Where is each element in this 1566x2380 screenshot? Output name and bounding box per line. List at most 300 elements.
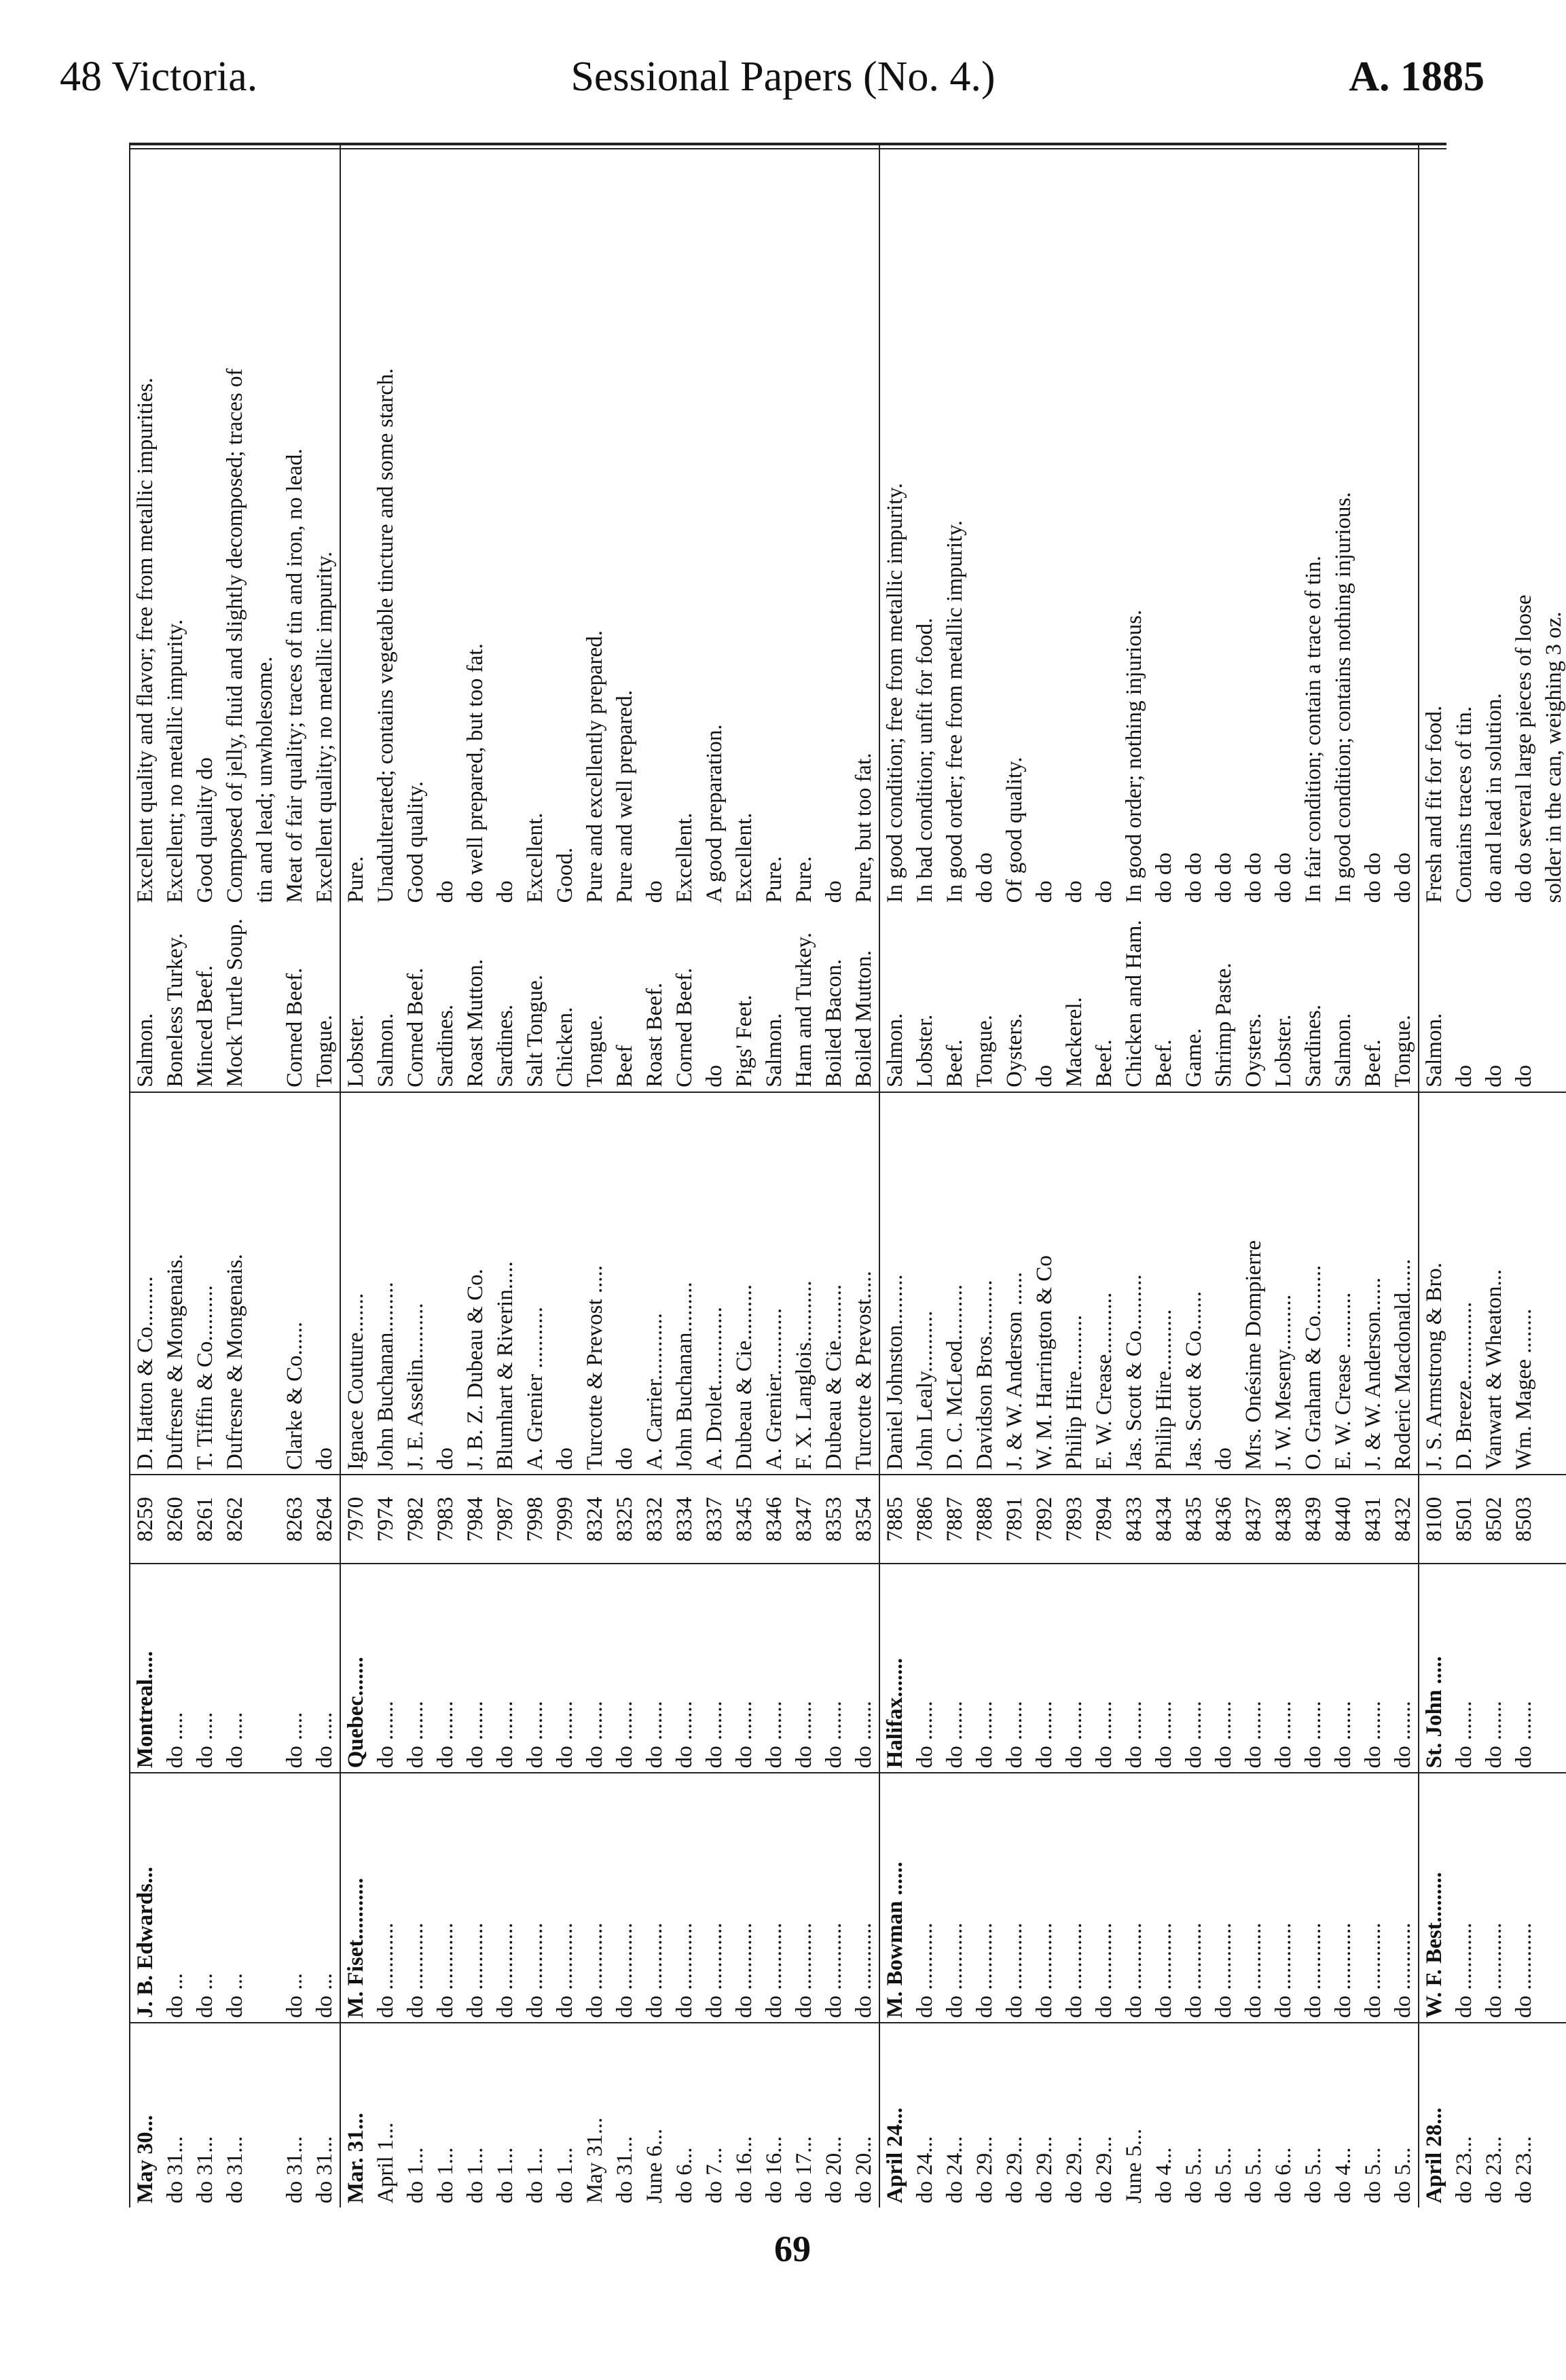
row-remarks: Meat of fair quality; traces of tin and iron, no lead. xyxy=(282,448,307,903)
row-article: Ham and Turkey. xyxy=(789,907,819,1092)
row-article: Beef. xyxy=(1358,907,1388,1092)
row-vendor: J. E. Asselin.......... xyxy=(401,1092,431,1475)
row-remarks: do do xyxy=(1151,852,1176,903)
row-vendor: John Buchanan......... xyxy=(371,1092,401,1475)
row-remarks: do do xyxy=(1181,852,1206,903)
row-article: do xyxy=(1509,907,1539,1092)
row-place: do ....... xyxy=(670,1564,699,1773)
row-inspector: do ............ xyxy=(550,1773,580,2023)
row-place: do ....... xyxy=(580,1564,610,1773)
row-inspector: do ............ xyxy=(1000,1773,1030,2023)
row-inspector: do ............ xyxy=(699,1773,729,2023)
row-sample-number: 7974 xyxy=(371,1475,401,1564)
row-article: Salmon. xyxy=(879,907,910,1092)
table-row xyxy=(940,143,970,2207)
row-date: do 23... xyxy=(1451,2136,1476,2203)
row-vendor: D. Breeze.............. xyxy=(1449,1092,1479,1475)
row-vendor: do xyxy=(1209,1092,1239,1475)
row-place: Halifax....... xyxy=(879,1564,910,1773)
row-inspector: do ............ xyxy=(789,1773,819,2023)
row-date: do 23... xyxy=(1511,2136,1536,2203)
row-date: do 20... xyxy=(851,2136,876,2203)
table-row xyxy=(520,143,550,2207)
row-sample-number: 8440 xyxy=(1328,1475,1358,1564)
row-place: do ....... xyxy=(1479,1564,1509,1773)
row-place: do ....... xyxy=(1179,1564,1209,1773)
row-inspector: do ............ xyxy=(610,1773,640,2023)
row-place xyxy=(1539,1564,1566,1773)
row-sample-number: 8264 xyxy=(310,1475,340,1564)
row-inspector: do ............ xyxy=(970,1773,1000,2023)
row-sample-number: 8345 xyxy=(729,1475,759,1564)
table-row xyxy=(1179,143,1209,2207)
row-place: Montreal..... xyxy=(130,1564,160,1773)
row-sample-number: 8353 xyxy=(819,1475,849,1564)
row-article: Sardines. xyxy=(1298,907,1328,1092)
row-date: do 29... xyxy=(1032,2136,1057,2203)
row-sample-number: 8501 xyxy=(1449,1475,1479,1564)
row-sample-number: 7887 xyxy=(940,1475,970,1564)
row-date: do 5... xyxy=(1211,2147,1236,2203)
row-vendor: Mrs. Onésime Dompierre xyxy=(1239,1092,1269,1475)
row-vendor: A. Carrier............ xyxy=(640,1092,670,1475)
row-article: Salmon. xyxy=(1328,907,1358,1092)
row-place: do ....... xyxy=(1239,1564,1269,1773)
table-row xyxy=(1059,143,1089,2207)
row-place: do ..... xyxy=(160,1564,190,1773)
row-article: Salmon. xyxy=(759,907,789,1092)
row-article: Game. xyxy=(1179,907,1209,1092)
row-vendor: D. Hatton & Co......... xyxy=(130,1092,160,1475)
row-place: do ....... xyxy=(1089,1564,1119,1773)
row-article: Mock Turtle Soup. xyxy=(220,907,250,1092)
row-place: do ....... xyxy=(431,1564,460,1773)
row-place: do ....... xyxy=(699,1564,729,1773)
row-sample-number: 7982 xyxy=(401,1475,431,1564)
row-sample-number: 8433 xyxy=(1119,1475,1149,1564)
row-vendor: A. Grenier............ xyxy=(759,1092,789,1475)
row-remarks: solder in the can, weighing 3 oz. xyxy=(1541,611,1566,903)
row-remarks: do xyxy=(433,880,458,903)
row-vendor: J. & W. Anderson ...... xyxy=(1000,1092,1030,1475)
row-inspector: do ............ xyxy=(1358,1773,1388,2023)
table-row xyxy=(819,143,849,2207)
row-article: Sardines. xyxy=(490,907,520,1092)
table-row xyxy=(1209,143,1239,2207)
row-remarks: do do several large pieces of loose xyxy=(1511,594,1536,903)
row-vendor: Turcotte & Prevost ..... xyxy=(580,1092,610,1475)
row-sample-number: 8100 xyxy=(1419,1475,1449,1564)
row-place: do ....... xyxy=(1328,1564,1358,1773)
table-row xyxy=(190,143,220,2207)
row-place: do ....... xyxy=(1298,1564,1328,1773)
table-row xyxy=(1149,143,1179,2207)
row-place: do ....... xyxy=(520,1564,550,1773)
row-sample-number: 7970 xyxy=(340,1475,371,1564)
row-article: Tongue. xyxy=(970,907,1000,1092)
row-remarks: do xyxy=(1032,880,1057,903)
row-date: June 5... xyxy=(1121,2129,1146,2203)
row-inspector: do ............ xyxy=(640,1773,670,2023)
row-date xyxy=(250,2023,280,2207)
row-inspector: M. Bowman ...... xyxy=(879,1773,910,2023)
row-place: do ....... xyxy=(610,1564,640,1773)
table-row xyxy=(1509,143,1539,2207)
row-remarks: In good order; nothing injurious. xyxy=(1121,609,1146,903)
table-row xyxy=(580,143,610,2207)
row-remarks: Excellent quality; no metallic impurity. xyxy=(312,551,337,903)
row-place: do ....... xyxy=(1119,1564,1149,1773)
row-inspector: do ............ xyxy=(670,1773,699,2023)
row-place: do ..... xyxy=(190,1564,220,1773)
table-row xyxy=(1449,143,1479,2207)
row-date: April 1... xyxy=(373,2122,398,2203)
row-article: Oysters. xyxy=(1000,907,1030,1092)
row-sample-number: 8438 xyxy=(1269,1475,1298,1564)
row-date: April 28... xyxy=(1419,2023,1449,2207)
row-sample-number: 8325 xyxy=(610,1475,640,1564)
row-inspector: do ............ xyxy=(520,1773,550,2023)
row-article: do xyxy=(1449,907,1479,1092)
row-inspector: do ............ xyxy=(580,1773,610,2023)
row-vendor: Daniel Johnston......... xyxy=(879,1092,910,1475)
row-article: Salt Tongue. xyxy=(520,907,550,1092)
row-remarks: do do xyxy=(1360,852,1385,903)
table-row xyxy=(160,143,190,2207)
row-sample-number: 7894 xyxy=(1089,1475,1119,1564)
row-article: Shrimp Paste. xyxy=(1209,907,1239,1092)
table-row xyxy=(1269,143,1298,2207)
row-remarks: Excellent quality and flavor; free from metallic impurities. xyxy=(130,143,160,907)
rotated-table-container xyxy=(129,143,1566,2207)
row-sample-number: 8337 xyxy=(699,1475,729,1564)
row-place: do ..... xyxy=(310,1564,340,1773)
row-date: do 31... xyxy=(222,2136,247,2203)
row-remarks: do well prepared, but too fat. xyxy=(462,643,488,903)
row-vendor: Dubeau & Cie.......... xyxy=(729,1092,759,1475)
row-remarks: Fresh and fit for food. xyxy=(1419,143,1449,907)
row-remarks: Pure. xyxy=(791,856,816,903)
row-article: do xyxy=(1030,907,1059,1092)
row-vendor: O. Graham & Co......... xyxy=(1298,1092,1328,1475)
row-inspector: do ............ xyxy=(910,1773,940,2023)
row-place: Quebec....... xyxy=(340,1564,371,1773)
row-sample-number: 8263 xyxy=(280,1475,310,1564)
row-inspector: do ............ xyxy=(729,1773,759,2023)
row-inspector: do ............ xyxy=(1149,1773,1179,2023)
row-remarks: do xyxy=(642,880,667,903)
row-place: do ....... xyxy=(1269,1564,1298,1773)
row-inspector: do ............ xyxy=(1269,1773,1298,2023)
row-sample-number: 8435 xyxy=(1179,1475,1209,1564)
table-row xyxy=(789,143,819,2207)
row-article xyxy=(1539,907,1566,1092)
row-remarks: Of good quality. xyxy=(1002,757,1027,903)
row-article: Salmon. xyxy=(371,907,401,1092)
row-sample-number: 8437 xyxy=(1239,1475,1269,1564)
table-row xyxy=(1030,143,1059,2207)
row-date: May 31... xyxy=(582,2117,607,2203)
row-place: do ..... xyxy=(280,1564,310,1773)
row-vendor: D. C. McLeod.......... xyxy=(940,1092,970,1475)
row-vendor: Jas. Scott & Co....... xyxy=(1179,1092,1209,1475)
row-sample-number: 8259 xyxy=(130,1475,160,1564)
row-date: do 17... xyxy=(791,2136,816,2203)
row-sample-number: 8354 xyxy=(849,1475,879,1564)
table-row xyxy=(1358,143,1388,2207)
row-vendor: do xyxy=(610,1092,640,1475)
row-sample-number: 8503 xyxy=(1509,1475,1539,1564)
row-article: Beef xyxy=(610,907,640,1092)
row-article: Sardines. xyxy=(431,907,460,1092)
row-inspector: do ............ xyxy=(1388,1773,1419,2023)
table-row xyxy=(879,143,910,2207)
row-remarks: Composed of jelly, fluid and slightly decomposed; traces of xyxy=(222,368,247,903)
row-date: do 20... xyxy=(821,2136,846,2203)
row-article: Salmon. xyxy=(130,907,160,1092)
row-date: do 4... xyxy=(1151,2147,1176,2203)
row-sample-number: 8346 xyxy=(759,1475,789,1564)
row-inspector: do ............ xyxy=(431,1773,460,2023)
row-remarks: Excellent. xyxy=(522,812,547,903)
row-place: do ....... xyxy=(401,1564,431,1773)
row-place: do ....... xyxy=(640,1564,670,1773)
table-row xyxy=(610,143,640,2207)
row-remarks: do xyxy=(1091,880,1116,903)
table-row xyxy=(699,143,729,2207)
row-sample-number: 8502 xyxy=(1479,1475,1509,1564)
row-inspector: do ............ xyxy=(460,1773,490,2023)
row-vendor: J. W. Meseny.......... xyxy=(1269,1092,1298,1475)
row-article: Tongue. xyxy=(1388,907,1419,1092)
row-article: Roast Mutton. xyxy=(460,907,490,1092)
row-remarks: Contains traces of tin. xyxy=(1451,706,1476,903)
row-date: June 6... xyxy=(642,2129,667,2203)
row-vendor: Blumhart & Riverin..... xyxy=(490,1092,520,1475)
row-inspector: do ............ xyxy=(1089,1773,1119,2023)
row-place: do ....... xyxy=(910,1564,940,1773)
row-vendor: Davidson Bros.......... xyxy=(970,1092,1000,1475)
row-inspector: do ............ xyxy=(401,1773,431,2023)
row-vendor: W. M. Harrington & Co xyxy=(1030,1092,1059,1475)
row-sample-number: 8432 xyxy=(1388,1475,1419,1564)
header-volume: 48 Victoria. xyxy=(60,54,258,100)
row-inspector: M. Fiset........... xyxy=(340,1773,371,2023)
row-inspector: do ............ xyxy=(1298,1773,1328,2023)
header-year: A. 1885 xyxy=(1349,54,1485,100)
row-date: do 7... xyxy=(702,2147,727,2203)
row-vendor: J. S. Armstrong & Bro. xyxy=(1419,1092,1449,1475)
row-inspector: do ............ xyxy=(1449,1773,1479,2023)
row-place: do ....... xyxy=(1000,1564,1030,1773)
row-place: do ....... xyxy=(460,1564,490,1773)
table-row xyxy=(1388,143,1419,2207)
row-article: Boiled Bacon. xyxy=(819,907,849,1092)
row-place: do ....... xyxy=(1149,1564,1179,1773)
row-inspector: do ............ xyxy=(1509,1773,1539,2023)
row-vendor: J. B. Z. Dubeau & Co. xyxy=(460,1092,490,1475)
row-date: do 5... xyxy=(1300,2147,1326,2203)
table-row xyxy=(1119,143,1149,2207)
row-article: Tongue. xyxy=(310,907,340,1092)
row-date: do 31... xyxy=(282,2136,307,2203)
row-place: do ..... xyxy=(220,1564,250,1773)
row-place: do ....... xyxy=(970,1564,1000,1773)
table-row xyxy=(910,143,940,2207)
table-row xyxy=(1298,143,1328,2207)
table-row xyxy=(490,143,520,2207)
row-sample-number: 7886 xyxy=(910,1475,940,1564)
row-article: Minced Beef. xyxy=(190,907,220,1092)
table-row xyxy=(1000,143,1030,2207)
row-sample-number: 7987 xyxy=(490,1475,520,1564)
table-row xyxy=(1089,143,1119,2207)
row-date: May 30... xyxy=(130,2023,160,2207)
row-date: do 5... xyxy=(1390,2147,1415,2203)
table-row xyxy=(250,143,280,2207)
row-article: Corned Beef. xyxy=(401,907,431,1092)
row-date: Mar. 31... xyxy=(340,2023,371,2207)
row-article: Corned Beef. xyxy=(280,907,310,1092)
row-vendor: E. W. Crease .......... xyxy=(1328,1092,1358,1475)
row-article: Chicken. xyxy=(550,907,580,1092)
row-sample-number: 8434 xyxy=(1149,1475,1179,1564)
row-vendor: Clarke & Co...... xyxy=(280,1092,310,1475)
row-sample-number: 7984 xyxy=(460,1475,490,1564)
row-vendor: E. W. Crease........... xyxy=(1089,1092,1119,1475)
row-place: do ....... xyxy=(1509,1564,1539,1773)
row-inspector xyxy=(250,1773,280,2023)
row-sample-number xyxy=(250,1475,280,1564)
row-date: do 5... xyxy=(1241,2147,1266,2203)
row-remarks: Good quality. xyxy=(403,781,428,903)
row-vendor: T. Tiffin & Co.......... xyxy=(190,1092,220,1475)
row-vendor: John Lealy........... xyxy=(910,1092,940,1475)
row-sample-number: 8334 xyxy=(670,1475,699,1564)
row-remarks: do xyxy=(492,880,517,903)
row-date: do 6... xyxy=(672,2147,697,2203)
table-row xyxy=(340,143,371,2207)
row-remarks: Pure. xyxy=(340,143,371,907)
row-place: do ....... xyxy=(1388,1564,1419,1773)
row-remarks: In good order; free from metallic impurity. xyxy=(942,520,967,903)
row-inspector xyxy=(1539,1773,1566,2023)
inspection-table-body xyxy=(130,143,1566,2207)
row-vendor xyxy=(1539,1092,1566,1475)
row-vendor: Ignace Couture....... xyxy=(340,1092,371,1475)
row-inspector: do ............ xyxy=(1030,1773,1059,2023)
table-row xyxy=(1539,143,1566,2207)
row-article: Salmon. xyxy=(1419,907,1449,1092)
row-article: Chicken and Ham. xyxy=(1119,907,1149,1092)
table-row xyxy=(1419,143,1449,2207)
row-date: do 1... xyxy=(552,2147,577,2203)
row-remarks: do do xyxy=(1271,852,1296,903)
row-vendor: Wm. Magee ........ xyxy=(1509,1092,1539,1475)
table-row xyxy=(670,143,699,2207)
row-vendor: A. Grenier ........... xyxy=(520,1092,550,1475)
row-article: Beef. xyxy=(1149,907,1179,1092)
table-row xyxy=(849,143,879,2207)
row-date: do 16... xyxy=(731,2136,757,2203)
row-place: do ....... xyxy=(490,1564,520,1773)
row-sample-number: 7998 xyxy=(520,1475,550,1564)
row-vendor: A. Drolet.............. xyxy=(699,1092,729,1475)
row-inspector: do ... xyxy=(280,1773,310,2023)
row-sample-number: 7891 xyxy=(1000,1475,1030,1564)
row-remarks: Pure. xyxy=(761,856,786,903)
row-place: do ....... xyxy=(759,1564,789,1773)
row-date: do 1... xyxy=(522,2147,547,2203)
row-remarks: A good preparation. xyxy=(702,724,727,903)
row-vendor: Jas. Scott & Co.......... xyxy=(1119,1092,1149,1475)
row-remarks: Excellent; no metallic impurity. xyxy=(162,619,187,903)
row-remarks: Pure, but too fat. xyxy=(851,753,876,903)
row-sample-number: 7892 xyxy=(1030,1475,1059,1564)
table-row xyxy=(1239,143,1269,2207)
row-remarks: do do xyxy=(1390,852,1415,903)
row-date: do 31... xyxy=(192,2136,217,2203)
table-row xyxy=(759,143,789,2207)
row-sample-number: 8261 xyxy=(190,1475,220,1564)
page-number: 69 xyxy=(774,2229,811,2269)
row-remarks: tin and lead; unwholesome. xyxy=(252,656,277,903)
row-place xyxy=(250,1564,280,1773)
row-remarks: do xyxy=(821,880,846,903)
row-date: do 24... xyxy=(912,2136,937,2203)
row-place: do ....... xyxy=(1059,1564,1089,1773)
row-vendor: F. X. Langlois........... xyxy=(789,1092,819,1475)
table-row xyxy=(1479,143,1509,2207)
row-inspector: do ............ xyxy=(1119,1773,1149,2023)
row-inspector: do ............ xyxy=(1328,1773,1358,2023)
row-vendor: Vanwart & Wheaton... xyxy=(1479,1092,1509,1475)
row-date: do 31... xyxy=(612,2136,637,2203)
row-article: Corned Beef. xyxy=(670,907,699,1092)
row-vendor: do xyxy=(550,1092,580,1475)
row-date: do 24... xyxy=(942,2136,967,2203)
row-remarks: In good condition; contains nothing injurious. xyxy=(1330,492,1355,903)
row-article: Lobster. xyxy=(910,907,940,1092)
row-remarks: In good condition; free from metallic impurity. xyxy=(879,143,910,907)
row-inspector: do ............ xyxy=(1239,1773,1269,2023)
table-row xyxy=(431,143,460,2207)
row-vendor: Dubeau & Cie.......... xyxy=(819,1092,849,1475)
row-remarks: Excellent. xyxy=(731,812,757,903)
table-row xyxy=(220,143,250,2207)
row-remarks: Pure and excellently prepared. xyxy=(582,630,607,903)
table-row xyxy=(130,143,160,2207)
row-place: do ....... xyxy=(940,1564,970,1773)
table-row xyxy=(401,143,431,2207)
row-sample-number xyxy=(1539,1475,1566,1564)
row-date xyxy=(1539,2023,1566,2207)
row-sample-number: 8332 xyxy=(640,1475,670,1564)
table-row xyxy=(280,143,310,2207)
row-place: do ....... xyxy=(849,1564,879,1773)
row-article: Roast Beef. xyxy=(640,907,670,1092)
row-sample-number: 8436 xyxy=(1209,1475,1239,1564)
row-date: April 24... xyxy=(879,2023,910,2207)
row-sample-number: 7885 xyxy=(879,1475,910,1564)
row-sample-number: 8324 xyxy=(580,1475,610,1564)
row-sample-number: 8260 xyxy=(160,1475,190,1564)
table-row xyxy=(1328,143,1358,2207)
row-vendor: Roderic Macdonald...... xyxy=(1388,1092,1419,1475)
row-date: do 1... xyxy=(492,2147,517,2203)
row-remarks: Unadulterated; contains vegetable tincture and some starch. xyxy=(373,368,398,903)
row-place: do ....... xyxy=(1449,1564,1479,1773)
